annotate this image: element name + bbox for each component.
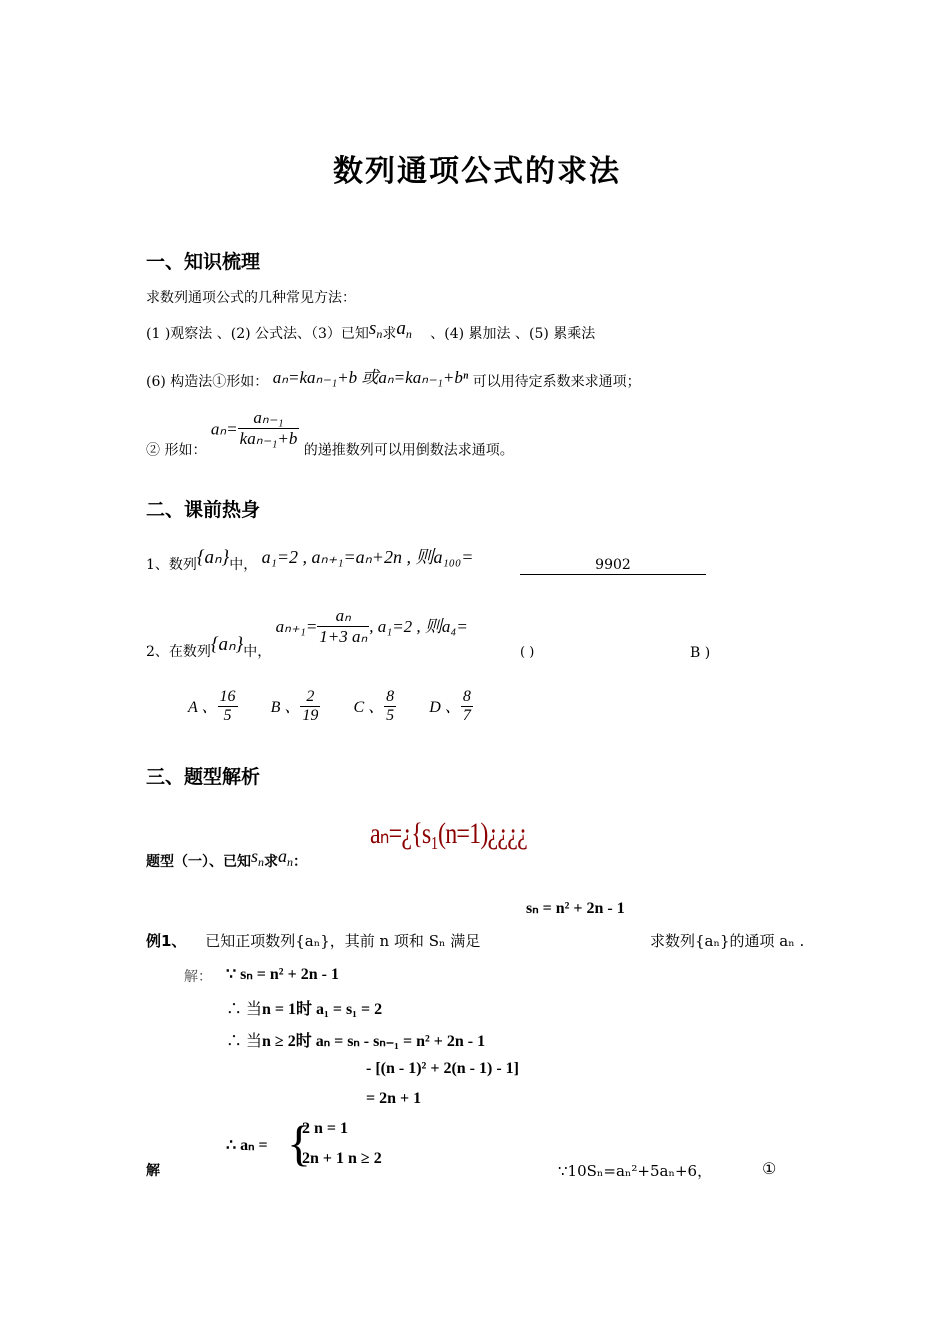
- intro-text: 求数列通项公式的几种常见方法：: [146, 290, 356, 306]
- piecewise-case-2: 2n + 1 n ≥ 2: [302, 1150, 382, 1167]
- question-1: 1、数列{aₙ}中， a₁=2 , aₙ₊₁=aₙ+2n , 则a₁₀₀=: [146, 547, 474, 573]
- equation-number: ①: [762, 1159, 777, 1178]
- methods-line-1: (1 )观察法 、(2) 公式法、（3）已知sn求an 、(4) 累加法 、(5) 累乘法: [146, 318, 596, 342]
- solution-line-5: = 2n + 1: [366, 1090, 422, 1107]
- methods-line-3: ② 形如： aₙ= $\frac{\text{aₙ₋₁}}{\text{kaₙ₋₁+b}}$ 的递推数列可以用倒数法求通项。: [146, 408, 514, 459]
- page-title: 数列通项公式的求法: [333, 154, 621, 189]
- option-d: D 、 $\frac{8}{7}$: [429, 688, 471, 724]
- option-a: A 、 $\frac{16}{5}$: [188, 688, 236, 724]
- section-heading-3: 三、题型解析: [146, 766, 261, 788]
- answer-paren-2: ( ): [520, 645, 535, 660]
- bottom-formula: ∵10Sₙ=aₙ²+5aₙ+6，: [558, 1162, 713, 1180]
- answer-blank-1: 9902: [520, 557, 706, 575]
- solution-line-2: ∴ 当n = 1时 a₁ = s₁ = 2: [226, 1001, 383, 1018]
- methods-line-2: (6) 构造法①形如： aₙ=kaₙ₋₁+b 或aₙ=kaₙ₋₁+bⁿ 可以用待定系数来求通项；: [146, 368, 641, 390]
- solution-line-4: - [(n - 1)² + 2(n - 1) - 1]: [366, 1060, 519, 1077]
- solution-line-3: ∴ 当n ≥ 2时 aₙ = sₙ - sₙ₋₁ = n² + 2n - 1: [226, 1033, 486, 1050]
- example-1-task: 求数列{aₙ}的通项 aₙ .: [650, 932, 805, 950]
- type-1-label: 题型（一）、已知sn求an：: [146, 846, 308, 870]
- piecewise-case-1: 2 n = 1: [302, 1120, 349, 1137]
- construction-formula: aₙ=kaₙ₋₁+b 或aₙ=kaₙ₋₁+bⁿ: [272, 368, 469, 387]
- solution-line-6: ∴ aₙ =: [226, 1137, 268, 1154]
- bottom-solution-label: 解: [146, 1163, 160, 1179]
- piecewise-formula-broken: aₙ=¿{s₁(n=1)¿¿¿¿: [370, 817, 527, 850]
- sn-formula: sₙ = n² + 2n - 1: [526, 900, 625, 917]
- section-heading-1: 一、知识梳理: [146, 251, 261, 273]
- answer-2: B ): [690, 645, 711, 661]
- example-1: 例1、 已知正项数列{aₙ}，其前 n 项和 Sₙ 满足: [146, 932, 481, 950]
- reciprocal-fraction: $\frac{\text{aₙ₋₁}}{\text{kaₙ₋₁+b}}$: [239, 408, 298, 448]
- section-heading-2: 二、课前热身: [146, 499, 261, 521]
- option-b: B 、 $\frac{2}{19}$: [270, 688, 319, 724]
- option-c: C 、 $\frac{8}{5}$: [353, 688, 395, 724]
- question-2: 2、在数列{aₙ}中， aₙ₊₁= $\frac{\text{aₙ}}{\text{1+3 aₙ}}$ , a₁=2 , 则a₄=: [146, 606, 468, 660]
- piecewise-brace: {: [287, 1115, 311, 1171]
- solution-label: 解：: [184, 969, 212, 985]
- options-row: [188, 688, 473, 725]
- recurrence-fraction: $\frac{\text{aₙ}}{\text{1+3 aₙ}}$: [319, 606, 368, 646]
- solution-line-1: ∵ sₙ = n² + 2n - 1: [226, 966, 339, 983]
